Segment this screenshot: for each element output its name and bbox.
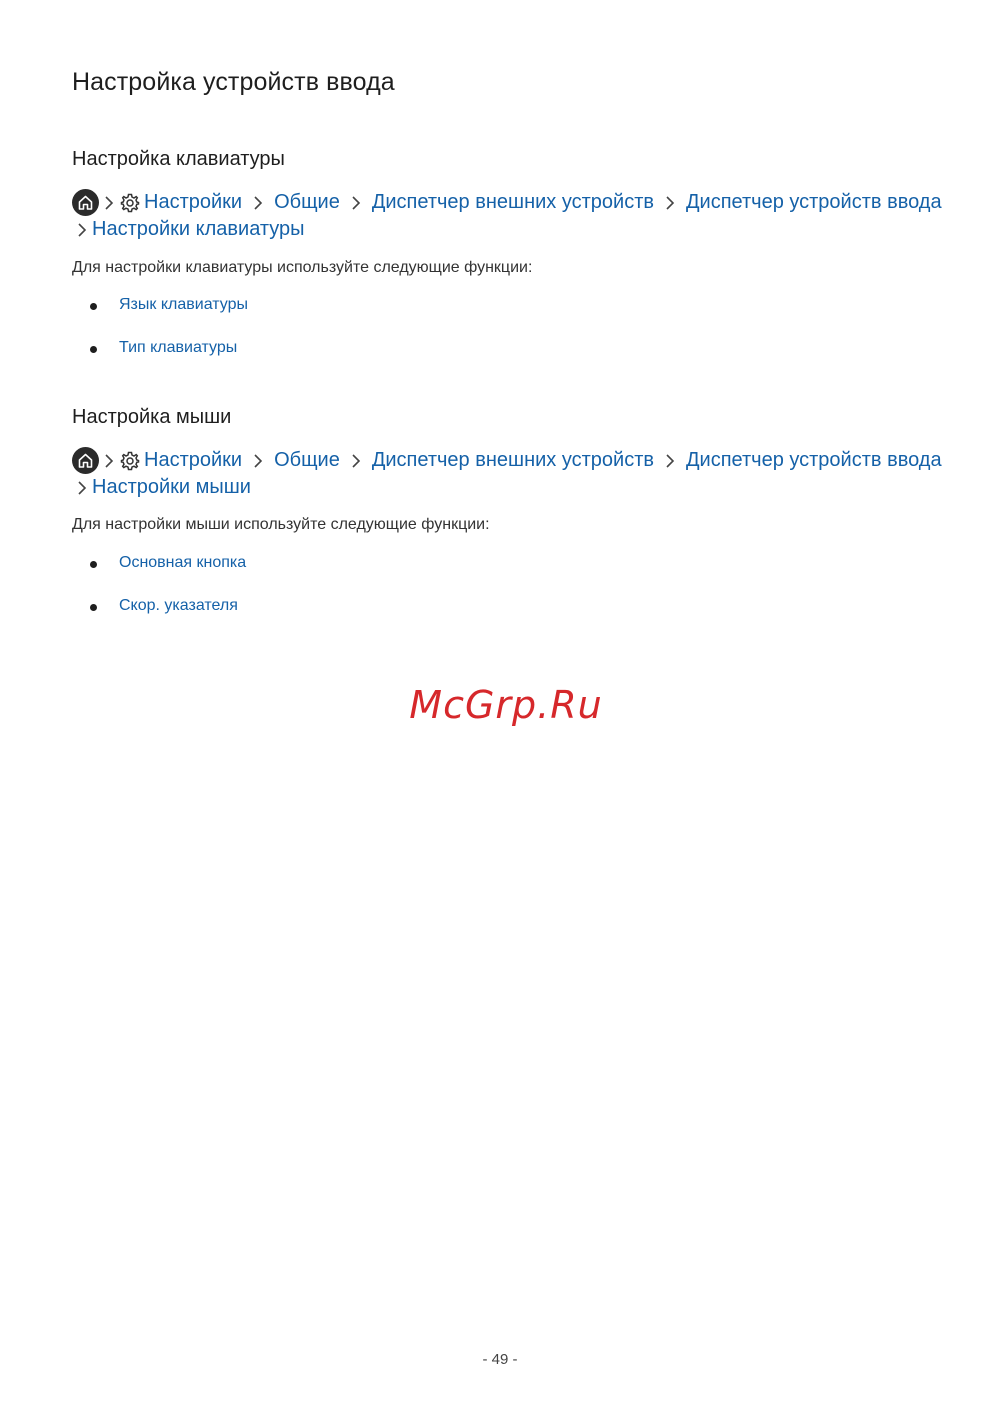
chevron-right-icon — [99, 189, 119, 216]
chevron-right-icon — [346, 447, 366, 474]
page-number: - 49 - — [482, 1351, 518, 1368]
page-title: Настройка устройств ввода — [72, 68, 395, 96]
chevron-right-icon — [99, 447, 119, 474]
chevron-right-icon — [248, 447, 268, 474]
crumb-keyboard-settings[interactable]: Настройки клавиатуры — [92, 218, 305, 240]
crumb-external-device-manager[interactable]: Диспетчер внешних устройств — [371, 191, 654, 213]
keyboard-type-link[interactable]: Тип клавиатуры — [119, 339, 238, 356]
list-item — [90, 597, 246, 640]
keyboard-language-link[interactable]: Язык клавиатуры — [119, 296, 248, 313]
chevron-right-icon — [346, 189, 366, 216]
mouse-intro-text: Для настройки мыши используйте следующие функции: — [72, 516, 490, 533]
crumb-general[interactable]: Общие — [274, 191, 340, 213]
keyboard-function-list — [90, 296, 248, 382]
home-icon[interactable] — [72, 447, 99, 474]
bullet-icon — [90, 561, 97, 568]
bullet-icon — [90, 303, 97, 310]
mouse-path-line-1 — [72, 447, 952, 474]
crumb-general[interactable]: Общие — [274, 449, 340, 471]
list-item — [90, 554, 246, 597]
crumb-external-device-manager[interactable]: Диспетчер внешних устройств — [371, 449, 654, 471]
bullet-icon — [90, 346, 97, 353]
mouse-section-title: Настройка мыши — [72, 406, 232, 428]
bullet-icon — [90, 604, 97, 611]
chevron-right-icon — [248, 189, 268, 216]
keyboard-path-line-1 — [72, 189, 952, 216]
chevron-right-icon — [72, 216, 92, 243]
home-icon[interactable] — [72, 189, 99, 216]
crumb-mouse-settings[interactable]: Настройки мыши — [92, 476, 251, 498]
chevron-right-icon — [660, 189, 680, 216]
crumb-settings[interactable]: Настройки — [144, 191, 243, 213]
pointer-speed-link[interactable]: Скор. указателя — [119, 597, 238, 614]
mouse-function-list — [90, 554, 246, 640]
keyboard-section-title: Настройка клавиатуры — [72, 148, 285, 170]
crumb-input-device-manager[interactable]: Диспетчер устройств ввода — [685, 191, 942, 213]
keyboard-menu-path — [72, 189, 952, 243]
gear-icon — [119, 189, 141, 216]
keyboard-intro-text: Для настройки клавиатуры используйте следующие функции: — [72, 259, 533, 276]
crumb-input-device-manager[interactable]: Диспетчер устройств ввода — [685, 449, 942, 471]
watermark: McGrp.Ru — [409, 683, 603, 727]
mouse-path-line-2 — [72, 474, 952, 501]
chevron-right-icon — [72, 474, 92, 501]
list-item — [90, 296, 248, 339]
gear-icon — [119, 447, 141, 474]
mouse-menu-path — [72, 447, 952, 501]
chevron-right-icon — [660, 447, 680, 474]
primary-button-link[interactable]: Основная кнопка — [119, 554, 247, 571]
list-item — [90, 339, 248, 382]
keyboard-path-line-2 — [72, 216, 952, 243]
crumb-settings[interactable]: Настройки — [144, 449, 243, 471]
